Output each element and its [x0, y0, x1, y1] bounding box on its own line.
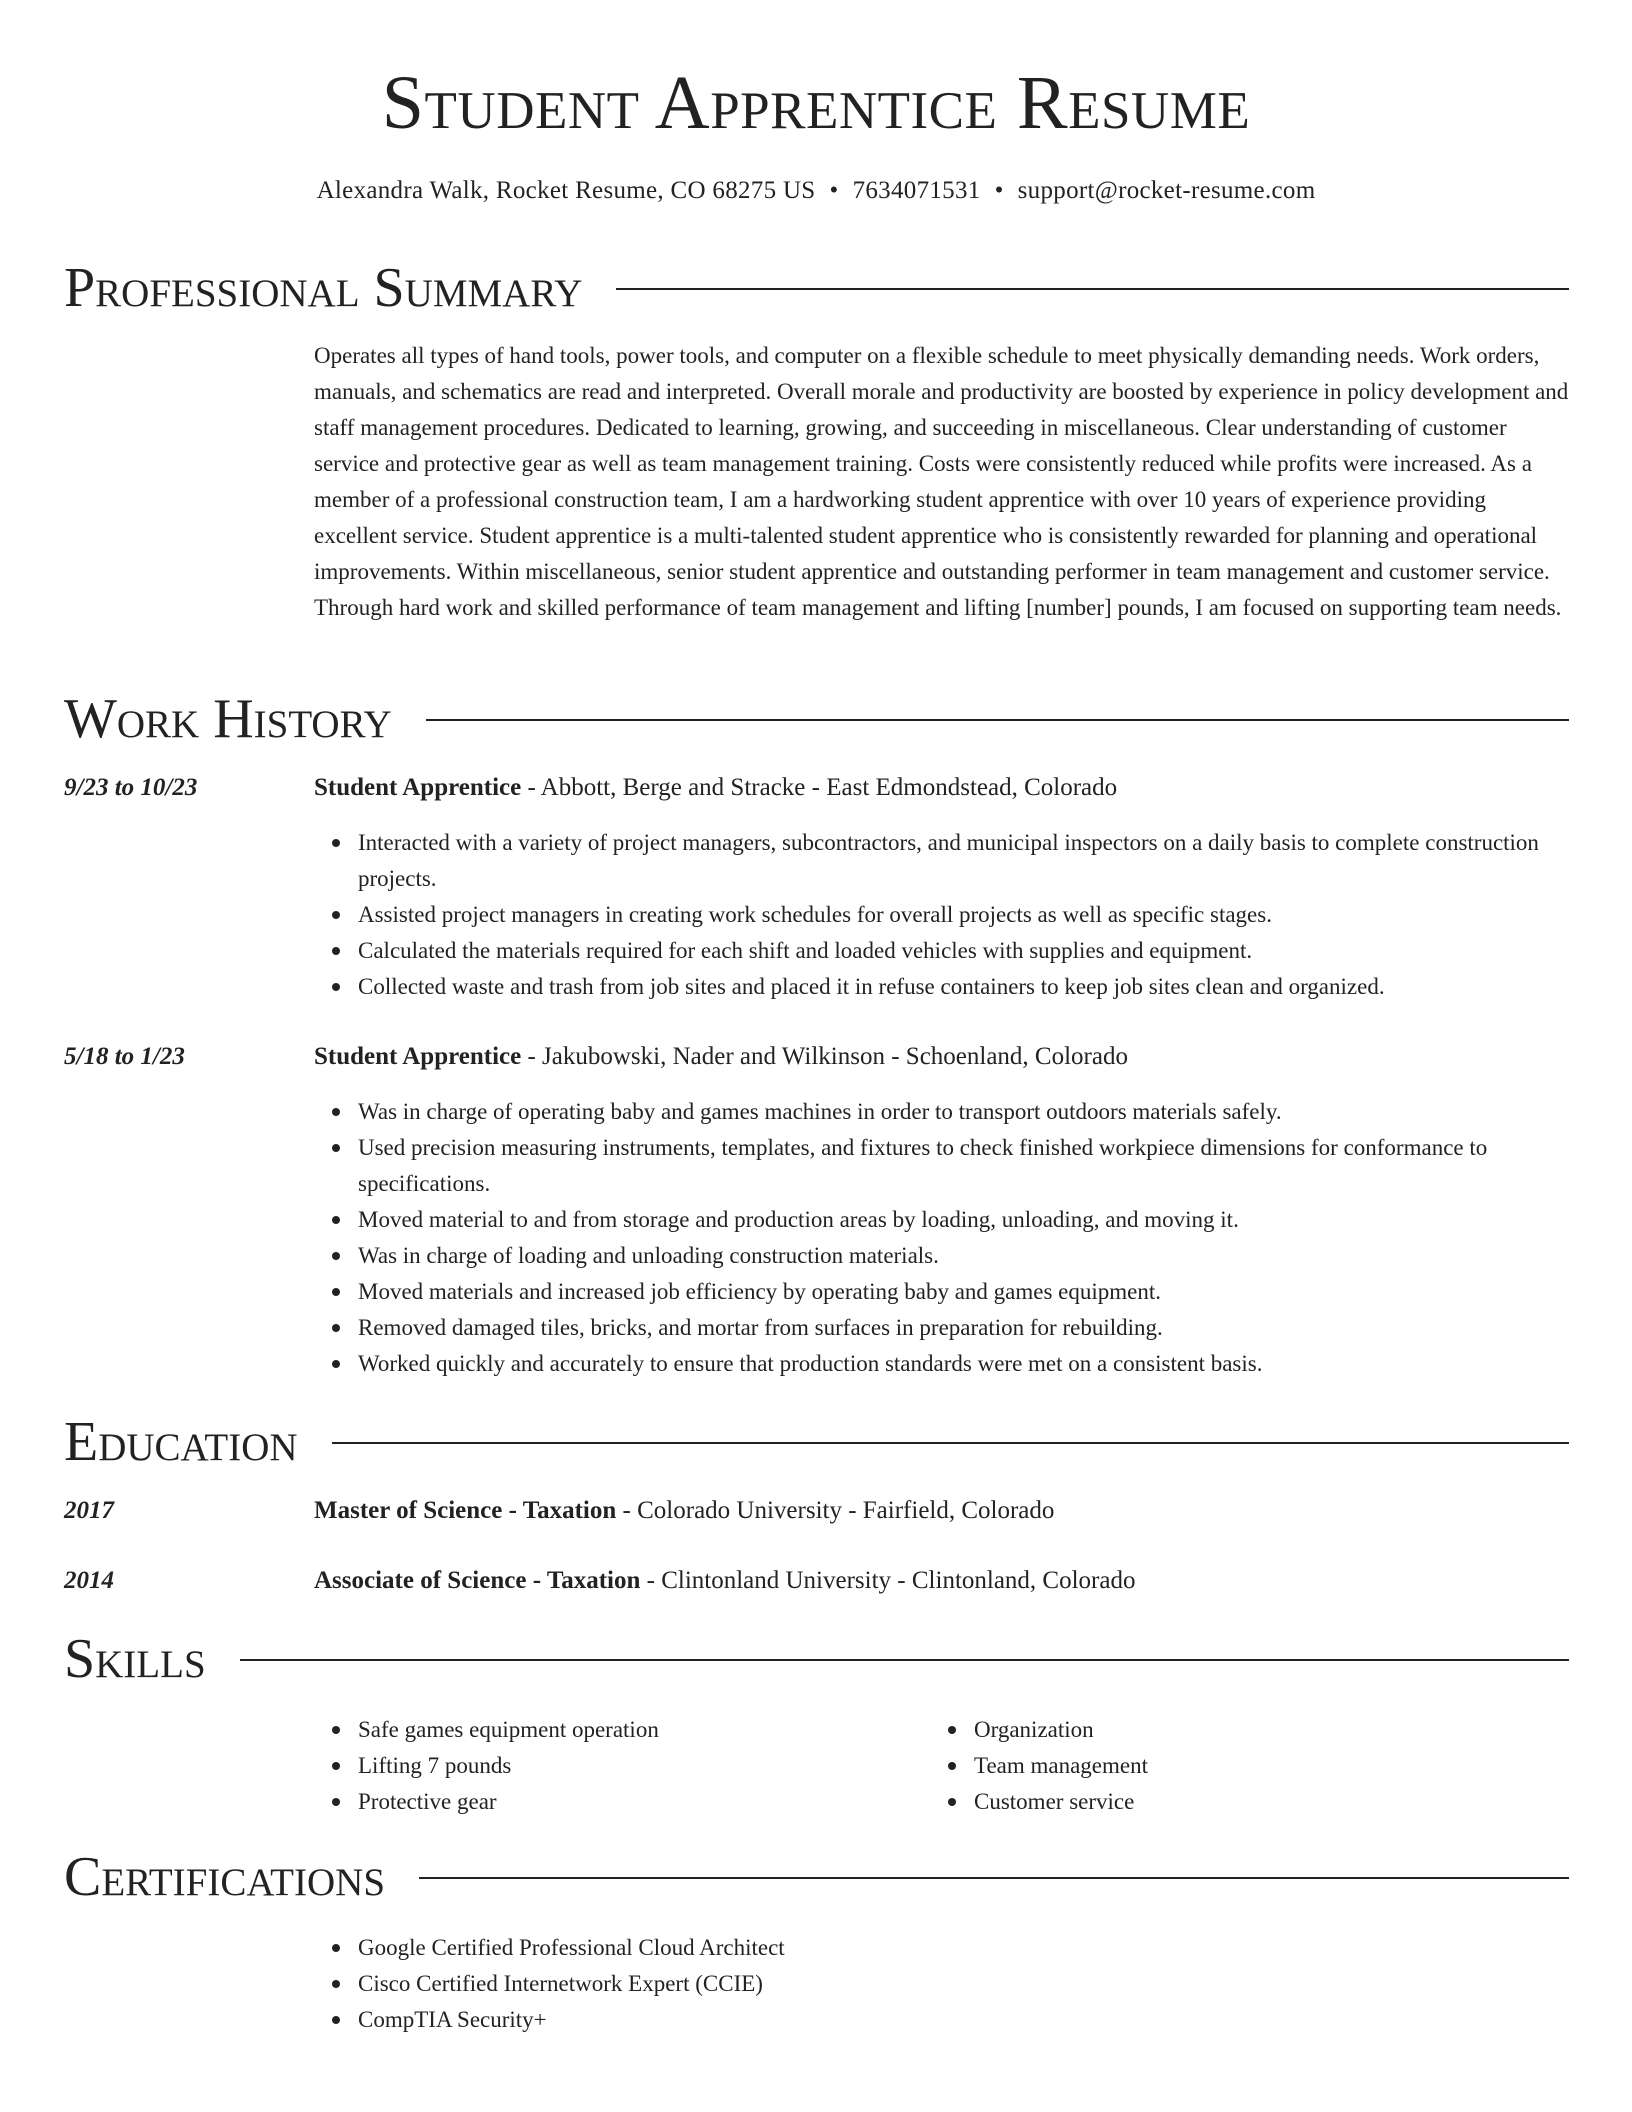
education-degree: Associate of Science - Taxation	[314, 1567, 641, 1594]
section-divider	[240, 1659, 1569, 1661]
list-item: Was in charge of loading and unloading construction materials.	[358, 1238, 1614, 1274]
section-education	[64, 1410, 1569, 1474]
list-item: Protective gear	[358, 1784, 659, 1820]
contact-address: Alexandra Walk, Rocket Resume, CO 68275 US	[316, 177, 816, 204]
list-item: Interacted with a variety of project managers, subcontractors, and municipal inspectors on a daily basis to complete construction projects.	[358, 825, 1614, 897]
list-item: Removed damaged tiles, bricks, and mortar from surfaces in preparation for rebuilding.	[358, 1310, 1614, 1346]
section-heading: Skills	[64, 1628, 206, 1690]
section-skills	[64, 1627, 1569, 1691]
section-divider	[332, 1442, 1569, 1444]
skills-column-left	[314, 1712, 659, 1820]
section-divider	[616, 288, 1569, 290]
list-item: Cisco Certified Internetwork Expert (CCIE)	[358, 1966, 1614, 2002]
list-item: Google Certified Professional Cloud Architect	[358, 1930, 1614, 1966]
list-item: Moved materials and increased job efficiency by operating baby and games equipment.	[358, 1274, 1614, 1310]
list-item: Team management	[974, 1748, 1148, 1784]
section-heading: Work History	[64, 688, 392, 750]
section-heading: Certifications	[64, 1846, 386, 1908]
education-degree: Master of Science - Taxation	[314, 1497, 617, 1524]
section-certifications	[64, 1845, 1569, 1909]
job-title: Student Apprentice	[314, 1043, 522, 1070]
job-heading	[314, 771, 1570, 805]
list-item: Assisted project managers in creating work schedules for overall projects as well as specific stages.	[358, 897, 1614, 933]
section-divider	[419, 1877, 1569, 1879]
education-heading	[314, 1494, 1570, 1528]
resume-title: Student Apprentice Resume	[381, 61, 1251, 145]
contact-separator: •	[994, 177, 1004, 204]
contact-email: support@rocket-resume.com	[1017, 177, 1316, 204]
education-school: - Colorado University - Fairfield, Colorado	[616, 1497, 1055, 1524]
education-school: - Clintonland University - Clintonland, Colorado	[640, 1567, 1136, 1594]
job-dates: 5/18 to 1/23	[64, 1043, 185, 1070]
list-item: Worked quickly and accurately to ensure that production standards were met on a consistent basis.	[358, 1346, 1614, 1382]
section-divider	[426, 719, 1569, 721]
certifications-list	[314, 1930, 1614, 2038]
section-heading: Education	[64, 1411, 298, 1473]
list-item: Collected waste and trash from job sites and placed it in refuse containers to keep job sites clean and organized.	[358, 969, 1614, 1005]
contact-phone: 7634071531	[852, 177, 981, 204]
list-item: Organization	[974, 1712, 1148, 1748]
list-item: Used precision measuring instruments, templates, and fixtures to check finished workpiece dimensions for conformance to specifications.	[358, 1130, 1614, 1202]
job-heading	[314, 1040, 1570, 1074]
skills-column-right	[930, 1712, 1148, 1820]
section-professional-summary	[64, 256, 1569, 320]
list-item: Safe games equipment operation	[358, 1712, 659, 1748]
job-employer: - Jakubowski, Nader and Wilkinson - Schoenland, Colorado	[521, 1043, 1128, 1070]
contact-line	[0, 174, 1632, 208]
section-heading: Professional Summary	[64, 257, 583, 319]
list-item: Lifting 7 pounds	[358, 1748, 659, 1784]
list-item: CompTIA Security+	[358, 2002, 1614, 2038]
contact-separator: •	[829, 177, 839, 204]
list-item: Customer service	[974, 1784, 1148, 1820]
job-title: Student Apprentice	[314, 774, 522, 801]
skills-list	[314, 1712, 1570, 1832]
education-year: 2017	[64, 1497, 114, 1524]
list-item: Was in charge of operating baby and games machines in order to transport outdoors materials safely.	[358, 1094, 1614, 1130]
education-year: 2014	[64, 1567, 114, 1594]
list-item: Moved material to and from storage and production areas by loading, unloading, and moving it.	[358, 1202, 1614, 1238]
education-heading	[314, 1564, 1570, 1598]
job-bullets	[314, 825, 1614, 1005]
job-bullets	[314, 1094, 1614, 1382]
job-dates: 9/23 to 10/23	[64, 774, 198, 801]
list-item: Calculated the materials required for each shift and loaded vehicles with supplies and equipment.	[358, 933, 1614, 969]
section-work-history	[64, 687, 1569, 751]
summary-text: Operates all types of hand tools, power tools, and computer on a flexible schedule to meet physically demanding needs. Work orders, manuals, and schematics are read and interpreted. Overall morale and productivity are boosted by experience in policy development and staff management procedures. Dedicated to learning, growing, and succeeding in miscellaneous. Clear understanding of customer service and protective gear as well as team management training. Costs were consistently reduced while profits were increased. As a member of a professional construction team, I am a hardworking student apprentice with over 10 years of experience providing excellent service. Student apprentice is a multi-talented student apprentice who is consistently rewarded for planning and operational improvements. Within miscellaneous, senior student apprentice and outstanding performer in team management and customer service. Through hard work and skilled performance of team management and lifting [number] pounds, I am focused on supporting team needs.	[314, 343, 1569, 620]
job-employer: - Abbott, Berge and Stracke - East Edmondstead, Colorado	[521, 774, 1118, 801]
